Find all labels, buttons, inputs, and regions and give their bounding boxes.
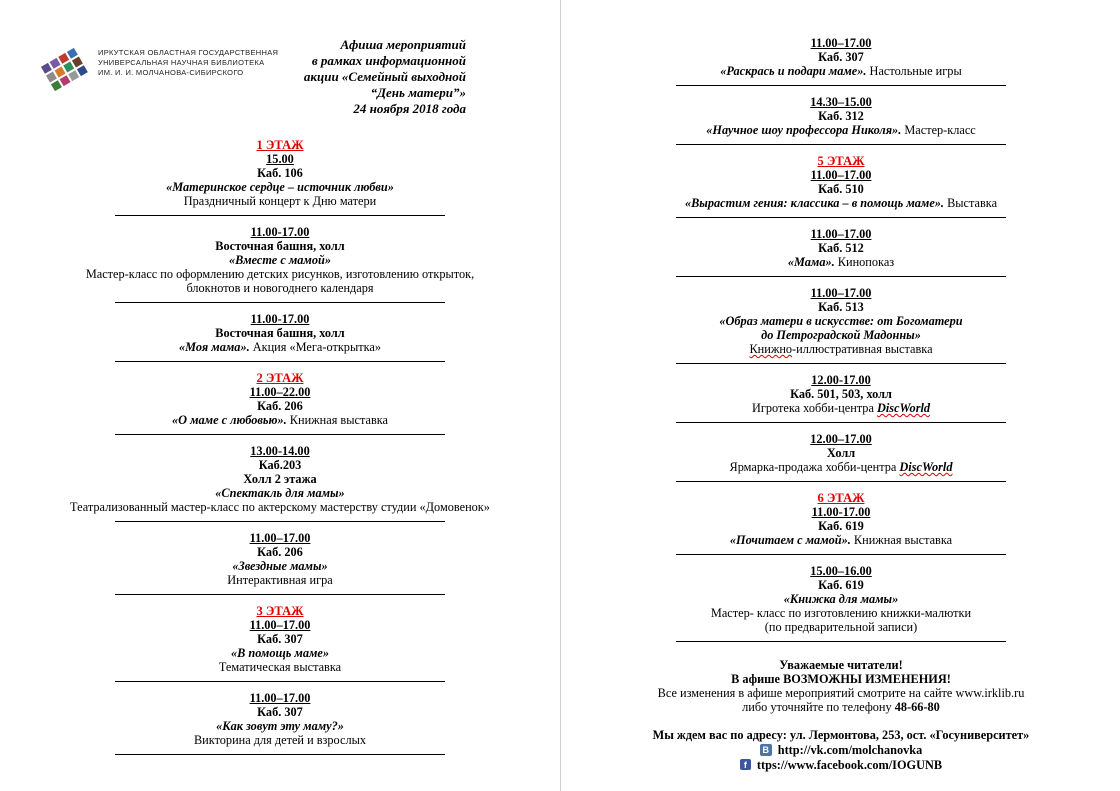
event-desc: Мастер- класс по изготовлению книжки-малютки [710, 606, 972, 620]
event-room: Каб. 206 [257, 399, 303, 413]
event-title: «Образ матери в искусстве: от Богоматери [719, 314, 963, 328]
event-desc: Викторина для детей и взрослых [193, 733, 367, 747]
vk-icon: B [760, 744, 772, 756]
event-room-2: Холл 2 этажа [243, 472, 317, 486]
event-item [115, 691, 445, 755]
event-desc-brand: DiscWorld [899, 460, 953, 474]
floor-heading: 1 ЭТАЖ [256, 138, 304, 152]
poster-header [290, 37, 466, 117]
event-desc: Мастер-класс по оформлению детских рисунков, изготовлению открыток, [85, 267, 475, 281]
event-time: 11.00–17.00 [810, 36, 872, 50]
event-desc: Интерактивная игра [227, 573, 333, 587]
event-desc: Книжная выставка [286, 413, 388, 427]
footer-notice [601, 658, 1081, 772]
event-time: 11.00-17.00 [250, 225, 310, 239]
event-item [676, 154, 1006, 218]
logo-line-2: УНИВЕРСАЛЬНАЯ НАУЧНАЯ БИБЛИОТЕКА [98, 58, 265, 67]
event-desc-part-a: Книжно [749, 342, 793, 356]
event-room: Каб. 512 [818, 241, 864, 255]
event-time: 11.00–17.00 [810, 227, 872, 241]
event-room: Восточная башня, холл [215, 326, 345, 340]
event-room: Каб.203 [258, 458, 302, 472]
event-time: 15.00–16.00 [810, 564, 872, 578]
event-desc-brand: DiscWorld [877, 401, 931, 415]
event-time: 11.00–22.00 [249, 385, 311, 399]
event-time: 11.00-17.00 [811, 505, 871, 519]
event-room: Восточная башня, холл [215, 239, 345, 253]
facebook-link[interactable] [740, 758, 942, 772]
footer-changes-warning: В афише ВОЗМОЖНЫ ИЗМЕНЕНИЯ! [731, 672, 951, 686]
event-time: 15.00 [266, 152, 294, 166]
event-item [676, 36, 1006, 86]
event-room: Каб. 312 [818, 109, 864, 123]
floor-heading: 3 ЭТАЖ [256, 604, 304, 618]
event-room: Каб. 307 [257, 705, 303, 719]
footer-phone-note: либо уточняйте по телефону [742, 700, 895, 714]
events-left-column [40, 138, 520, 755]
event-title: «Как зовут эту маму?» [216, 719, 344, 733]
event-item [115, 604, 445, 682]
event-time: 13.00-14.00 [250, 444, 310, 458]
event-title: «О маме с любовью». [172, 413, 287, 427]
event-room: Холл [826, 446, 856, 460]
footer-website-note: Все изменения в афише мероприятий смотрите на сайте www.irklib.ru [657, 686, 1025, 700]
vk-link[interactable] [760, 743, 923, 757]
event-room: Каб. 619 [818, 578, 864, 592]
event-time: 14.30–15.00 [810, 95, 872, 109]
event-title: «Спектакль для мамы» [215, 486, 345, 500]
event-title-2: до Петроградской Мадонны» [761, 328, 921, 342]
page-right [561, 0, 1120, 791]
event-title: «Мама». [787, 255, 835, 269]
event-title: «Научное шоу профессора Николя». [706, 123, 902, 137]
floor-heading: 6 ЭТАЖ [817, 491, 865, 505]
event-title: «Вырастим гения: классика – в помощь маме». [684, 196, 944, 210]
floor-heading: 5 ЭТАЖ [817, 154, 865, 168]
event-title: «Книжка для мамы» [783, 592, 899, 606]
event-room: Каб. 307 [818, 50, 864, 64]
event-room: Каб. 206 [257, 545, 303, 559]
event-room: Каб. 106 [257, 166, 303, 180]
event-item [115, 531, 445, 595]
event-room: Каб. 510 [818, 182, 864, 196]
header-line-4: “День матери”» [370, 85, 466, 100]
event-item [115, 138, 445, 216]
event-desc-2: блокнотов и новогоднего календаря [186, 281, 374, 295]
event-item [115, 371, 445, 435]
event-desc: Тематическая выставка [218, 660, 342, 674]
library-logo-mark [38, 44, 96, 92]
event-room: Каб. 307 [257, 632, 303, 646]
event-desc: Игротека хобби-центра [751, 401, 877, 415]
event-room: Каб. 501, 503, холл [790, 387, 892, 401]
library-logo [38, 44, 279, 92]
event-room: Каб. 619 [818, 519, 864, 533]
header-line-5: 24 ноября 2018 года [353, 101, 466, 116]
event-desc-part-b: -иллюстративная выставка [792, 342, 933, 356]
event-item [676, 227, 1006, 277]
event-desc: Акция «Мега-открытка» [249, 340, 381, 354]
event-desc: Выставка [944, 196, 998, 210]
event-desc-2: (по предварительной записи) [764, 620, 918, 634]
event-time: 11.00–17.00 [249, 618, 311, 632]
event-title: «В помощь маме» [230, 646, 330, 660]
event-title: «Звездные мамы» [232, 559, 328, 573]
event-item [85, 225, 475, 303]
logo-line-3: ИМ. И. И. МОЛЧАНОВА-СИБИРСКОГО [98, 68, 244, 77]
vk-url[interactable]: http://vk.com/molchanovka [777, 743, 923, 757]
event-item [676, 491, 1006, 555]
event-time: 11.00–17.00 [810, 286, 872, 300]
event-title: «Вместе с мамой» [229, 253, 331, 267]
event-time: 12.00-17.00 [811, 373, 871, 387]
event-time: 12.00–17.00 [810, 432, 872, 446]
event-title: «Материнское сердце – источник любви» [166, 180, 394, 194]
logo-line-1: ИРКУТСКАЯ ОБЛАСТНАЯ ГОСУДАРСТВЕННАЯ [98, 48, 279, 57]
events-right-column [601, 36, 1081, 772]
event-desc: Мастер-класс [901, 123, 976, 137]
event-title: «Почитаем с мамой». [729, 533, 851, 547]
event-desc: Кинопоказ [834, 255, 895, 269]
header-line-3: акции «Семейный выходной [303, 69, 466, 84]
event-time: 11.00–17.00 [810, 168, 872, 182]
event-item [676, 286, 1006, 364]
event-desc: Праздничный концерт к Дню матери [183, 194, 377, 208]
floor-heading: 2 ЭТАЖ [256, 371, 304, 385]
event-title: «Моя мама». [179, 340, 250, 354]
event-item [676, 432, 1006, 482]
header-line-1: Афиша мероприятий [340, 37, 466, 52]
event-desc: Настольные игры [866, 64, 962, 78]
footer-phone: 48-66-80 [894, 700, 940, 714]
event-time: 11.00–17.00 [249, 531, 311, 545]
event-item [115, 312, 445, 362]
event-desc: Театрализованный мастер-класс по актерскому мастерству студии «Домовенок» [70, 500, 490, 514]
event-item [676, 373, 1006, 423]
event-room: Каб. 513 [818, 300, 864, 314]
event-desc: Ярмарка-продажа хобби-центра [729, 460, 900, 474]
event-title: «Раскрась и подари маме». [720, 64, 867, 78]
footer-address: Мы ждем вас по адресу: ул. Лермонтова, 253, ост. «Госуниверситет» [652, 728, 1030, 742]
event-item [676, 95, 1006, 145]
event-time: 11.00–17.00 [249, 691, 311, 705]
facebook-icon: f [740, 759, 751, 770]
event-item [70, 444, 490, 522]
event-desc: Книжная выставка [850, 533, 953, 547]
event-item [676, 564, 1006, 642]
header-line-2: в рамках информационной [311, 53, 466, 68]
event-time: 11.00-17.00 [250, 312, 310, 326]
footer-greeting: Уважаемые читатели! [779, 658, 903, 672]
facebook-url[interactable]: ttps://www.facebook.com/IOGUNB [756, 757, 943, 772]
